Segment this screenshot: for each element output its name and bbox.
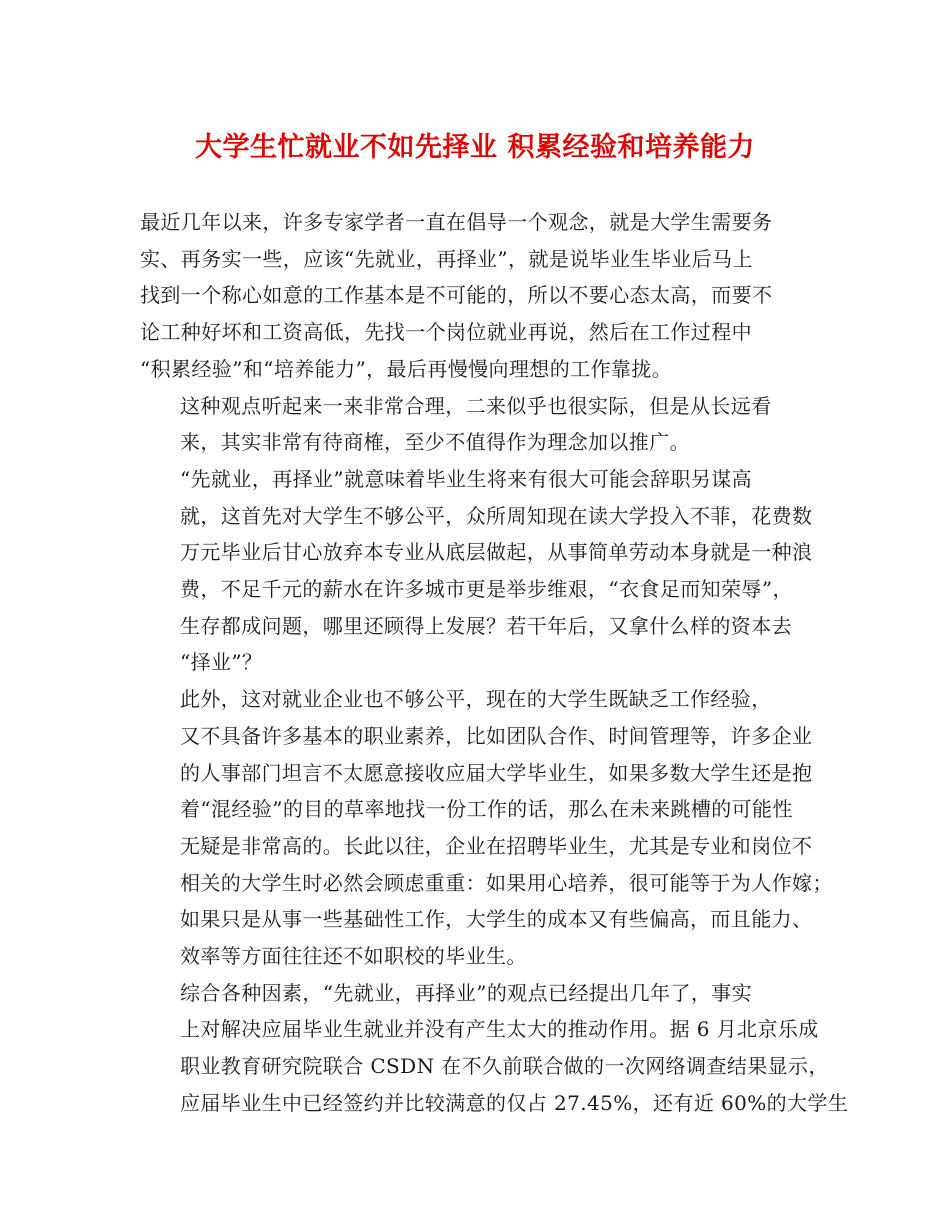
paragraph [140,388,840,461]
text-line: 生存都成问题，哪里还顾得上发展？若干年后，又拿什么样的资本去 [180,613,792,638]
text-line: 又不具备许多基本的职业素养，比如团队合作、时间管理等，许多企业 [180,723,813,748]
text-line: 万元毕业后甘心放弃本专业从底层做起，从事简单劳动本身就是一种浪 [180,540,813,565]
text-line: 就，这首先对大学生不够公平，众所周知现在读大学投入不菲，花费数 [180,503,813,528]
text-line: 费，不足千元的薪水在许多城市更是举步维艰，“衣食足而知荣辱”， [180,577,793,602]
paragraph [140,461,840,681]
text-line: 来，其实非常有待商榷，至少不值得作为理念加以推广。 [180,430,690,455]
text-line: 最近几年以来，许多专家学者一直在倡导一个观念，就是大学生需要务 [140,210,773,234]
text-line: “积累经验”和“培养能力”，最后再慢慢向理想的工作靠拢。 [140,356,673,381]
paragraph [140,204,840,388]
text-line: 如果只是从事一些基础性工作，大学生的成本又有些偏高，而且能力、 [180,907,813,932]
paragraph [140,975,849,1122]
text-line: 综合各种因素，“先就业，再择业”的观点已经提出几年了，事实 [180,980,753,1005]
text-line: “先就业，再择业”就意味着毕业生将来有很大可能会辞职另谋高 [180,466,753,491]
text-line: 无疑是非常高的。长此以往，企业在招聘毕业生，尤其是专业和岗位不 [180,833,813,858]
text-line: 找到一个称心如意的工作基本是不可能的，所以不要心态太高，而要不 [140,283,773,308]
text-line: 此外，这对就业企业也不够公平，现在的大学生既缺乏工作经验， [180,687,772,712]
text-line: “择业”？ [180,650,263,675]
text-line: 上对解决应届毕业生就业并没有产生太大的推动作用。据 6 月北京乐成 [180,1017,819,1042]
text-line: 这种观点听起来一来非常合理，二来似乎也很实际，但是从长远看 [180,393,772,418]
text-line: 效率等方面往往还不如职校的毕业生。 [180,944,527,969]
text-line: 的人事部门坦言不太愿意接收应届大学毕业生，如果多数大学生还是抱 [180,760,813,785]
document-title: 大学生忙就业不如先择业 积累经验和培养能力 [195,132,755,163]
text-line: 实、再务实一些，应该“先就业，再择业”，就是说毕业生毕业后马上 [140,246,753,271]
text-line: 着“混经验”的目的草率地找一份工作的话，那么在未来跳槽的可能性 [180,797,793,822]
paragraph [140,681,840,975]
text-line: 应届毕业生中已经签约并比较满意的仅占 27.45%，还有近 60%的大学生 [180,1090,849,1115]
text-line: 相关的大学生时必然会顾虑重重：如果用心培养，很可能等于为人作嫁； [180,870,833,895]
document-body [140,204,849,1122]
text-line: 职业教育研究院联合 CSDN 在不久前联合做的一次网络调查结果显示， [180,1054,829,1079]
text-line: 论工种好坏和工资高低，先找一个岗位就业再说，然后在工作过程中 [140,320,752,345]
